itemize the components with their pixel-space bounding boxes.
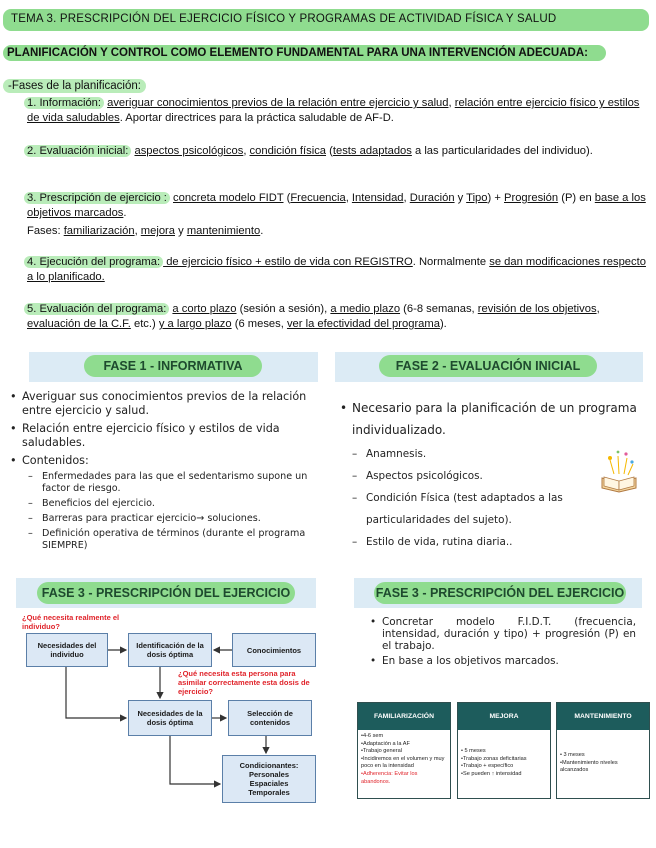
phase-text: Duración (409, 192, 455, 204)
phase-text: ) + (487, 192, 504, 204)
card-line-red: •Adherencia: Evitar los abandonos. (361, 770, 418, 785)
phase-label: 5. Evaluación del programa: (24, 303, 169, 315)
phase-text: revisión de los objetivos (477, 303, 597, 315)
phase-text: . (260, 225, 264, 237)
phase-text: relación entre ejercicio físico y estilos de vida saludables (27, 97, 640, 124)
fase1-heading: FASE 1 - INFORMATIVA (84, 355, 262, 377)
card-line: •Incidiremos en el volumen y muy poco en la intensidad (361, 755, 445, 770)
phase-text: a las particularidades del individuo). (411, 145, 593, 157)
page-title: TEMA 3. PRESCRIPCIÓN DEL EJERCICIO FÍSICO Y PROGRAMAS DE ACTIVIDAD FÍSICA Y SALUD (3, 9, 649, 31)
phase-text: . (123, 207, 127, 219)
sub-bullet: – Beneficios del ejercicio. (28, 498, 308, 510)
phase-text: . Normalmente (412, 256, 490, 268)
bullet: • En base a los objetivos marcados. (368, 655, 636, 667)
phase-text: , (345, 192, 352, 204)
fase3a-heading: FASE 3 - PRESCRIPCIÓN DEL EJERCICIO (37, 582, 295, 604)
card-title: MEJORA (458, 703, 550, 730)
condicionantes-title: Condicionantes: (239, 761, 299, 770)
phase-item-prescripcion-fases (27, 224, 647, 239)
phase-text: tests adaptados (332, 145, 412, 157)
phase-text: Fases: (27, 225, 64, 237)
flowchart-arrows (0, 600, 330, 820)
condicionantes-item: Temporales (248, 788, 290, 797)
sub-bullet: – Definición operativa de términos (durante el programa SIEMPRE) (28, 528, 308, 552)
phase-text: mejora (140, 225, 175, 237)
card-line: • 5 meses (461, 748, 486, 754)
box-seleccion-contenidos: Selección de contenidos (228, 700, 312, 736)
phase-text: a corto plazo (172, 303, 237, 315)
sub-bullet: – Condición Física (test adaptados a las particularidades del sujeto). (352, 487, 578, 531)
card-line: •Adaptación a la AF (361, 740, 410, 747)
phase-text: Tipo (466, 192, 488, 204)
phase-text: y (454, 192, 467, 204)
sub-bullet: – Enfermedades para las que el sedentarismo supone un factor de riesgo. (28, 471, 308, 495)
condicionantes-item: Personales (248, 770, 290, 779)
phase-text: etc.) (130, 318, 159, 330)
condicionantes-item: Espaciales (249, 779, 289, 788)
phase-label: 1. Información: (24, 97, 104, 109)
card-line: •Mantenimiento niveles alcanzados (560, 759, 618, 774)
phase-text: averiguar conocimientos previos de la relación entre ejercicio y salud (107, 97, 449, 109)
phase-text: Frecuencia (290, 192, 346, 204)
fase3b-heading: FASE 3 - PRESCRIPCIÓN DEL EJERCICIO (374, 582, 626, 604)
phase-text: (6-8 semanas, (400, 303, 478, 315)
phase-text: se dan modificaciones respecto a lo planificado. (27, 256, 646, 283)
card-line: •Se pueden ↑ intensidad (461, 770, 522, 777)
phase-text: , (596, 303, 600, 315)
question-individuo: ¿Qué necesita realmente el individuo? (22, 613, 120, 631)
phase-text: ( (326, 145, 333, 157)
phase-text: Intensidad (351, 192, 404, 204)
phase-text: y a largo plazo (158, 318, 232, 330)
box-identificacion-dosis: Identificación de la dosis óptima (128, 633, 212, 667)
card-title: MANTENIMIENTO (557, 703, 649, 730)
phase-text: ( (283, 192, 291, 204)
phase-item-evaluacion-programa (27, 302, 647, 332)
phase-text: condición física (249, 145, 327, 157)
section-subtitle: PLANIFICACIÓN Y CONTROL COMO ELEMENTO FUNDAMENTAL PARA UNA INTERVENCIÓN ADECUADA: (3, 45, 606, 61)
phase-text: (6 meses, (231, 318, 287, 330)
phase-text: Progresión (504, 192, 559, 204)
arrow (170, 736, 220, 784)
phase-label: 2. Evaluación inicial: (24, 145, 131, 157)
phase-text: familiarización (63, 225, 135, 237)
phase-label: 3. Prescripción de ejercicio : (24, 192, 170, 204)
phase-text: ). (439, 318, 447, 330)
card-line: •Trabajo + específico (461, 763, 514, 770)
sub-bullet: – Barreras para practicar ejercicio→ soluciones. (28, 513, 308, 525)
phase-text: base a los objetivos marcados (27, 192, 646, 219)
bullet: • Contenidos: (8, 454, 308, 468)
fase2-content (338, 397, 638, 553)
fase3b-content (368, 616, 636, 667)
phase-item-informacion (27, 96, 647, 126)
box-necesidades-individuo: Necesidades del individuo (26, 633, 108, 667)
phase-text: mantenimiento (186, 225, 261, 237)
card-mantenimiento (556, 702, 650, 799)
arrow (66, 667, 126, 718)
sub-bullet: – Aspectos psicológicos. (352, 465, 578, 487)
open-book-icon (596, 448, 642, 494)
phase-text: a medio plazo (330, 303, 401, 315)
bullet: • Averiguar sus conocimientos previos de la relación entre ejercicio y salud. (8, 390, 308, 418)
card-title: FAMILIARIZACIÓN (358, 703, 450, 730)
card-familiarizacion (357, 702, 451, 799)
sub-bullet: – Estilo de vida, rutina diaria.. (352, 531, 578, 553)
bullet: • Concretar modelo F.I.D.T. (frecuencia, intensidad, duración y tipo) + progresión (P) en el trabajo. (368, 616, 636, 652)
phase-text: y (175, 225, 187, 237)
phase-text: aspectos psicológicos (134, 145, 244, 157)
phase-text: (P) en (558, 192, 595, 204)
sub-bullet: – Anamnesis. (352, 443, 578, 465)
phase-text: . Aportar directrices para la práctica saludable de AF-D. (119, 112, 394, 124)
phase-text: ver la efectividad del programa (286, 318, 440, 330)
phase-text: , (134, 225, 141, 237)
card-line: •Trabajo zonas deficitarias (461, 755, 527, 762)
question-asimilar: ¿Qué necesita esta persona para asimilar correctamente esta dosis de ejercicio? (178, 669, 310, 696)
phase-item-prescripcion (27, 191, 647, 221)
card-mejora (457, 702, 551, 799)
phase-text: concreta modelo FIDT (173, 192, 284, 204)
phase-item-ejecucion (27, 255, 647, 285)
phases-label: -Fases de la planificación: (3, 79, 146, 93)
fase1-content (8, 390, 308, 552)
phase-text: , (243, 145, 250, 157)
phase-text: , (448, 97, 455, 109)
card-line: •Trabajo general (361, 748, 402, 755)
box-conocimientos: Conocimientos (232, 633, 316, 667)
phase-text: (sesión a sesión), (236, 303, 331, 315)
fase2-heading: FASE 2 - EVALUACIÓN INICIAL (379, 355, 597, 377)
phase-label: 4. Ejecución del programa: (24, 256, 163, 268)
bullet: • Relación entre ejercicio físico y estilos de vida saludables. (8, 422, 308, 450)
phase-text: , (403, 192, 410, 204)
phase-text: evaluación de la C.F. (27, 318, 131, 330)
box-necesidades-dosis: Necesidades de la dosis óptima (128, 700, 212, 736)
phase-item-evaluacion-inicial (27, 144, 647, 159)
phase-text: de ejercicio físico + estilo de vida con REGISTRO (163, 256, 413, 268)
card-line: •4-6 sem (361, 733, 384, 739)
bullet: • Necesario para la planificación de un programa individualizado. (338, 397, 638, 441)
card-line: • 3 meses (560, 752, 585, 758)
